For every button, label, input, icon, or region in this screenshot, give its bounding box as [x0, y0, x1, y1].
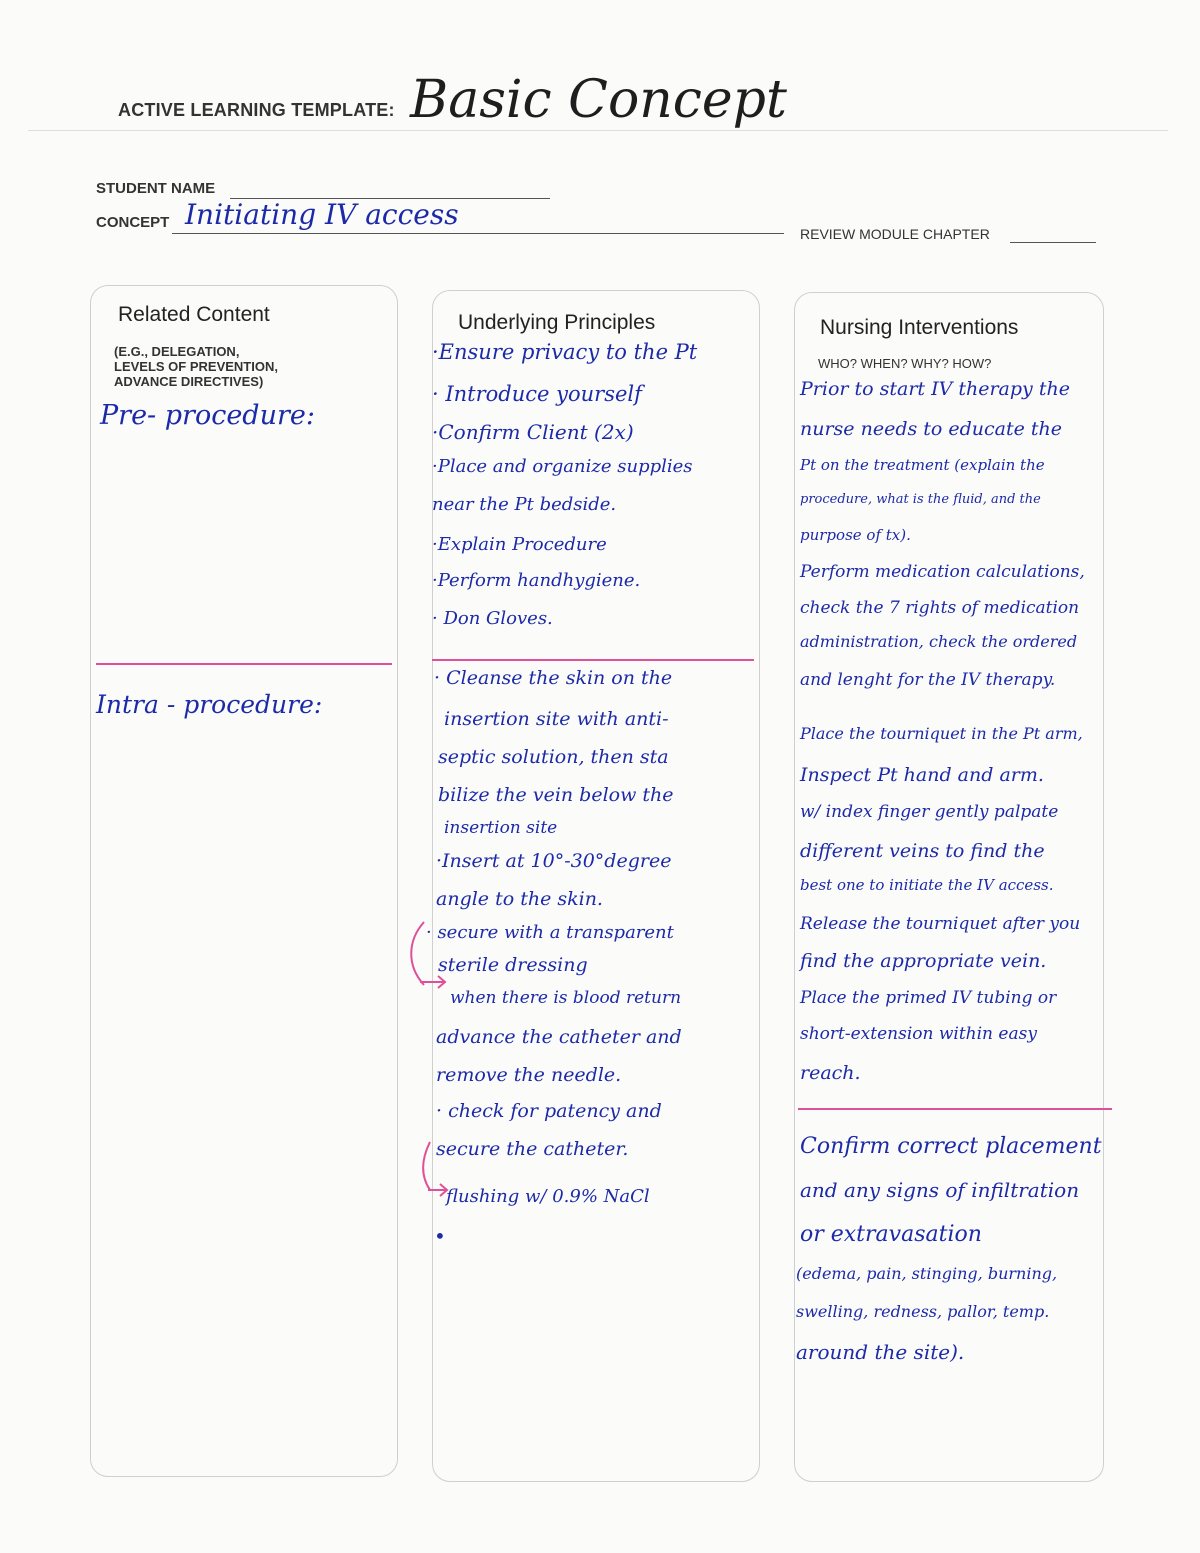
related-content-column: [90, 285, 398, 1477]
intervention-line: reach.: [800, 1062, 861, 1084]
principle-line: when there is blood return: [450, 988, 682, 1008]
intervention-line: Inspect Pt hand and arm.: [800, 764, 1044, 786]
nursing-interventions-subtitle: WHO? WHEN? WHY? HOW?: [818, 356, 992, 371]
principle-line: advance the catheter and: [436, 1026, 682, 1048]
section-divider-related: [96, 663, 392, 665]
principle-line: · Don Gloves.: [432, 608, 553, 629]
intervention-line: swelling, redness, pallor, temp.: [796, 1302, 1050, 1321]
intervention-line: Place the tourniquet in the Pt arm,: [800, 724, 1083, 743]
intervention-line: check the 7 rights of medication: [800, 598, 1080, 618]
intervention-line: nurse needs to educate the: [800, 418, 1063, 440]
intervention-line: or extravasation: [800, 1222, 982, 1247]
related-content-title: Related Content: [118, 303, 270, 326]
principle-line: · secure with a transparent: [426, 922, 674, 943]
concept-label: CONCEPT: [96, 214, 170, 231]
concept-line: [172, 233, 784, 234]
principle-line: near the Pt bedside.: [432, 494, 617, 515]
intervention-line: around the site).: [796, 1340, 965, 1364]
intervention-line: Prior to start IV therapy the: [800, 378, 1070, 400]
pre-procedure-heading: Pre- procedure:: [100, 400, 315, 431]
intervention-line: find the appropriate vein.: [800, 950, 1047, 972]
intervention-line: best one to initiate the IV access.: [800, 876, 1054, 894]
principle-line: angle to the skin.: [436, 888, 603, 910]
review-module-line: [1010, 242, 1096, 243]
annotation-arrows: [400, 910, 460, 1210]
template-title: Basic Concept: [410, 70, 787, 130]
principle-line: flushing w/ 0.9% NaCl: [446, 1186, 650, 1207]
principle-line: •: [434, 1224, 446, 1248]
section-divider-interventions: [798, 1108, 1112, 1110]
principle-line: insertion site: [444, 818, 558, 838]
principle-line: ·Ensure privacy to the Pt: [432, 340, 698, 364]
principle-line: septic solution, then sta: [438, 746, 669, 768]
intervention-line: w/ index finger gently palpate: [800, 802, 1059, 822]
principle-line: ·Confirm Client (2x): [432, 420, 634, 444]
principle-line: bilize the vein below the: [438, 784, 674, 806]
principle-line: secure the catheter.: [436, 1138, 629, 1160]
intervention-line: Pt on the treatment (explain the: [800, 456, 1045, 474]
principle-line: ·Place and organize supplies: [432, 456, 693, 477]
principle-line: remove the needle.: [436, 1064, 622, 1086]
nursing-interventions-title: Nursing Interventions: [820, 316, 1019, 339]
principle-line: · Introduce yourself: [432, 382, 642, 406]
principle-line: · Cleanse the skin on the: [434, 667, 673, 689]
principle-line: ·Insert at 10°-30°degree: [436, 850, 672, 872]
review-module-label: REVIEW MODULE CHAPTER: [800, 226, 990, 242]
intervention-line: and lenght for the IV therapy.: [800, 670, 1056, 690]
intervention-line: and any signs of infiltration: [800, 1178, 1080, 1202]
intervention-line: purpose of tx).: [800, 526, 911, 544]
related-content-subtitle: (E.G., DELEGATION, LEVELS OF PREVENTION, ADVANCE DIRECTIVES): [114, 344, 278, 389]
intervention-line: different veins to find the: [800, 840, 1045, 862]
principle-line: · check for patency and: [436, 1100, 662, 1122]
principle-line: sterile dressing: [438, 954, 588, 976]
header-divider: [28, 130, 1168, 131]
student-name-label: STUDENT NAME: [96, 180, 216, 197]
section-divider-principles: [432, 659, 754, 661]
intervention-line: (edema, pain, stinging, burning,: [796, 1264, 1058, 1283]
principle-line: ·Perform handhygiene.: [432, 570, 641, 591]
intervention-line: administration, check the ordered: [800, 632, 1078, 651]
intra-procedure-heading: Intra - procedure:: [96, 690, 323, 719]
intervention-line: Confirm correct placement: [800, 1134, 1102, 1159]
principle-line: insertion site with anti-: [444, 708, 669, 730]
concept-value: Initiating IV access: [185, 198, 459, 231]
principle-line: ·Explain Procedure: [432, 534, 607, 555]
intervention-line: Release the tourniquet after you: [800, 914, 1081, 934]
underlying-principles-title: Underlying Principles: [458, 311, 656, 334]
intervention-line: procedure, what is the fluid, and the: [800, 492, 1041, 507]
intervention-line: Place the primed IV tubing or: [800, 988, 1057, 1008]
intervention-line: Perform medication calculations,: [800, 562, 1085, 582]
template-label: ACTIVE LEARNING TEMPLATE:: [118, 100, 395, 120]
intervention-line: short-extension within easy: [800, 1024, 1037, 1044]
